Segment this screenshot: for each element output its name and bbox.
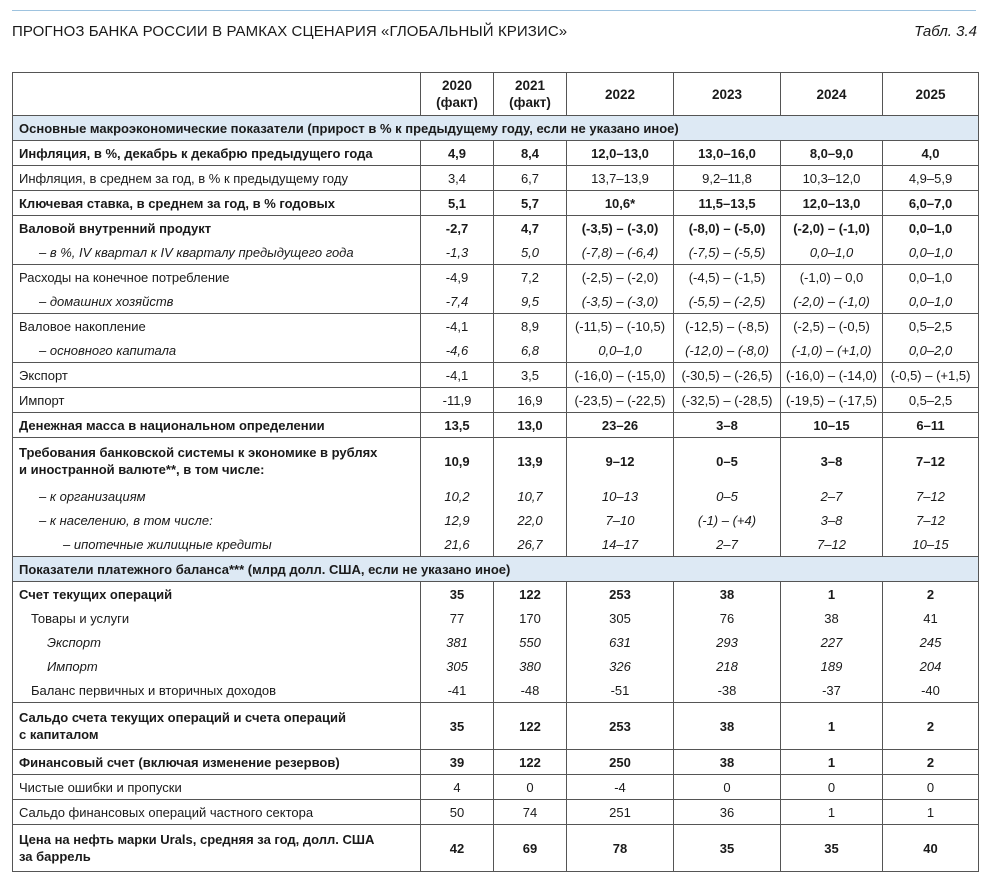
cell: 0,5–2,5: [883, 388, 979, 413]
cell: 74: [494, 800, 567, 825]
cell: 245: [883, 630, 979, 654]
row-label: Валовой внутренний продукт: [13, 216, 421, 241]
table-ref: Табл. 3.4: [914, 23, 977, 40]
cell: 5,7: [494, 191, 567, 216]
cell: (-11,5) – (-10,5): [567, 314, 674, 339]
row-label: Валовое накопление: [13, 314, 421, 339]
cell: 1: [781, 800, 883, 825]
col-header-2022: 2022: [567, 73, 674, 116]
cell: 1: [781, 582, 883, 607]
cell: 4,0: [883, 141, 979, 166]
cell: 6,0–7,0: [883, 191, 979, 216]
cell: -2,7: [421, 216, 494, 241]
cell: 250: [567, 750, 674, 775]
cell: (-0,5) – (+1,5): [883, 363, 979, 388]
cell: 1: [781, 750, 883, 775]
cell: -40: [883, 678, 979, 703]
cell: 42: [421, 825, 494, 872]
cell: 10,9: [421, 438, 494, 485]
cell: 38: [674, 750, 781, 775]
row-label: – основного капитала: [13, 338, 421, 363]
cell: 0,0–1,0: [883, 265, 979, 290]
table-row: [13, 800, 979, 825]
cell: 0,0–1,0: [883, 216, 979, 241]
cell: -37: [781, 678, 883, 703]
row-label: – к населению, в том числе:: [13, 508, 421, 532]
table-row: [13, 654, 979, 678]
table-row: [13, 413, 979, 438]
cell: (-2,5) – (-2,0): [567, 265, 674, 290]
cell: -51: [567, 678, 674, 703]
cell: (-2,0) – (-1,0): [781, 289, 883, 314]
row-label: Финансовый счет (включая изменение резервов): [13, 750, 421, 775]
row-label: Расходы на конечное потребление: [13, 265, 421, 290]
cell: 35: [781, 825, 883, 872]
cell: (-23,5) – (-22,5): [567, 388, 674, 413]
col-header-2023: 2023: [674, 73, 781, 116]
cell: 189: [781, 654, 883, 678]
cell: -7,4: [421, 289, 494, 314]
cell: 305: [567, 606, 674, 630]
cell: (-7,8) – (-6,4): [567, 240, 674, 265]
cell: 251: [567, 800, 674, 825]
cell: 8,9: [494, 314, 567, 339]
row-label: Экспорт: [13, 363, 421, 388]
cell: 12,0–13,0: [781, 191, 883, 216]
cell: -4,1: [421, 314, 494, 339]
col-header-2025: 2025: [883, 73, 979, 116]
cell: -48: [494, 678, 567, 703]
table-row: [13, 750, 979, 775]
cell: 8,4: [494, 141, 567, 166]
table-row: [13, 363, 979, 388]
cell: 11,5–13,5: [674, 191, 781, 216]
cell: 3,4: [421, 166, 494, 191]
cell: 78: [567, 825, 674, 872]
cell: 38: [674, 582, 781, 607]
cell: 550: [494, 630, 567, 654]
cell: (-1) – (+4): [674, 508, 781, 532]
cell: (-8,0) – (-5,0): [674, 216, 781, 241]
cell: 122: [494, 582, 567, 607]
row-label: – домашних хозяйств: [13, 289, 421, 314]
table-row: [13, 703, 979, 750]
cell: 6,7: [494, 166, 567, 191]
cell: 381: [421, 630, 494, 654]
cell: 0: [674, 775, 781, 800]
cell: -11,9: [421, 388, 494, 413]
section-title: Основные макроэкономические показатели (прирост в % к предыдущему году, если не указано иное): [13, 116, 979, 141]
cell: 3–8: [781, 438, 883, 485]
cell: 0: [494, 775, 567, 800]
table-row: [13, 582, 979, 607]
row-label: Сальдо финансовых операций частного сектора: [13, 800, 421, 825]
cell: 10–15: [781, 413, 883, 438]
cell: -41: [421, 678, 494, 703]
table-title: ПРОГНОЗ БАНКА РОССИИ В РАМКАХ СЦЕНАРИЯ «ГЛОБАЛЬНЫЙ КРИЗИС»: [12, 23, 568, 40]
cell: 4,9: [421, 141, 494, 166]
table-row: [13, 289, 979, 314]
table-row: [13, 438, 979, 485]
cell: 35: [674, 825, 781, 872]
cell: (-5,5) – (-2,5): [674, 289, 781, 314]
cell: 4,7: [494, 216, 567, 241]
cell: 631: [567, 630, 674, 654]
cell: 9,2–11,8: [674, 166, 781, 191]
cell: 50: [421, 800, 494, 825]
cell: 253: [567, 582, 674, 607]
cell: 0–5: [674, 438, 781, 485]
cell: 305: [421, 654, 494, 678]
row-label: Товары и услуги: [13, 606, 421, 630]
table-row: [13, 216, 979, 241]
cell: -1,3: [421, 240, 494, 265]
cell: 39: [421, 750, 494, 775]
table-row: [13, 825, 979, 872]
table-row: [13, 606, 979, 630]
cell: (-16,0) – (-15,0): [567, 363, 674, 388]
header-label-cell: [13, 73, 421, 116]
cell: (-19,5) – (-17,5): [781, 388, 883, 413]
cell: 0,5–2,5: [883, 314, 979, 339]
cell: 77: [421, 606, 494, 630]
cell: (-1,0) – 0,0: [781, 265, 883, 290]
cell: 35: [421, 582, 494, 607]
cell: 13,7–13,9: [567, 166, 674, 191]
cell: 14–17: [567, 532, 674, 557]
row-label: – в %, IV квартал к IV кварталу предыдущего года: [13, 240, 421, 265]
table-row: [13, 630, 979, 654]
cell: 10,6*: [567, 191, 674, 216]
cell: 253: [567, 703, 674, 750]
cell: 204: [883, 654, 979, 678]
cell: (-12,5) – (-8,5): [674, 314, 781, 339]
table-row: [13, 166, 979, 191]
cell: 7,2: [494, 265, 567, 290]
cell: (-7,5) – (-5,5): [674, 240, 781, 265]
table-row: [13, 240, 979, 265]
table-row: [13, 532, 979, 557]
cell: 41: [883, 606, 979, 630]
table-row: [13, 141, 979, 166]
cell: 122: [494, 703, 567, 750]
cell: 6–11: [883, 413, 979, 438]
cell: -38: [674, 678, 781, 703]
cell: 4,9–5,9: [883, 166, 979, 191]
cell: 69: [494, 825, 567, 872]
cell: 40: [883, 825, 979, 872]
cell: 38: [674, 703, 781, 750]
forecast-table: [12, 72, 979, 872]
cell: 21,6: [421, 532, 494, 557]
cell: (-32,5) – (-28,5): [674, 388, 781, 413]
cell: 2–7: [781, 484, 883, 508]
row-label: Ключевая ставка, в среднем за год, в % годовых: [13, 191, 421, 216]
cell: 0,0–1,0: [883, 289, 979, 314]
cell: 22,0: [494, 508, 567, 532]
cell: 227: [781, 630, 883, 654]
cell: 3–8: [674, 413, 781, 438]
cell: 0,0–1,0: [567, 338, 674, 363]
cell: 13,5: [421, 413, 494, 438]
row-label: Импорт: [13, 388, 421, 413]
table-row: [13, 678, 979, 703]
row-label: Импорт: [13, 654, 421, 678]
cell: -4: [567, 775, 674, 800]
section-macro: [13, 116, 979, 141]
cell: 10–13: [567, 484, 674, 508]
cell: 10,7: [494, 484, 567, 508]
cell: 326: [567, 654, 674, 678]
cell: 7–12: [781, 532, 883, 557]
row-label: Счет текущих операций: [13, 582, 421, 607]
cell: (-12,0) – (-8,0): [674, 338, 781, 363]
cell: 7–12: [883, 438, 979, 485]
cell: 170: [494, 606, 567, 630]
cell: 7–10: [567, 508, 674, 532]
col-header-2021: 2021 (факт): [494, 73, 567, 116]
cell: (-2,5) – (-0,5): [781, 314, 883, 339]
table-row: [13, 265, 979, 290]
section-balance-of-payments: [13, 557, 979, 582]
cell: (-1,0) – (+1,0): [781, 338, 883, 363]
cell: (-3,5) – (-3,0): [567, 216, 674, 241]
cell: 1: [781, 703, 883, 750]
cell: 0,0–1,0: [883, 240, 979, 265]
cell: 2: [883, 703, 979, 750]
cell: 10–15: [883, 532, 979, 557]
cell: 218: [674, 654, 781, 678]
cell: 122: [494, 750, 567, 775]
cell: 4: [421, 775, 494, 800]
cell: 36: [674, 800, 781, 825]
col-header-2024: 2024: [781, 73, 883, 116]
row-label: Чистые ошибки и пропуски: [13, 775, 421, 800]
cell: 76: [674, 606, 781, 630]
row-label: Денежная масса в национальном определении: [13, 413, 421, 438]
cell: 380: [494, 654, 567, 678]
cell: 10,2: [421, 484, 494, 508]
cell: 6,8: [494, 338, 567, 363]
row-label: – к организациям: [13, 484, 421, 508]
table-row: [13, 508, 979, 532]
row-label: Инфляция, в среднем за год, в % к предыдущему году: [13, 166, 421, 191]
top-rule: [12, 10, 976, 11]
header-row: [13, 73, 979, 116]
cell: 12,9: [421, 508, 494, 532]
cell: 293: [674, 630, 781, 654]
cell: 7–12: [883, 508, 979, 532]
cell: (-3,5) – (-3,0): [567, 289, 674, 314]
cell: 38: [781, 606, 883, 630]
cell: 13,0: [494, 413, 567, 438]
table-row: [13, 388, 979, 413]
cell: 0,0–2,0: [883, 338, 979, 363]
row-label: Экспорт: [13, 630, 421, 654]
cell: 5,0: [494, 240, 567, 265]
cell: 1: [883, 800, 979, 825]
cell: 2: [883, 750, 979, 775]
cell: 0: [781, 775, 883, 800]
cell: (-2,0) – (-1,0): [781, 216, 883, 241]
cell: 0–5: [674, 484, 781, 508]
cell: 13,9: [494, 438, 567, 485]
cell: 5,1: [421, 191, 494, 216]
cell: -4,1: [421, 363, 494, 388]
cell: 26,7: [494, 532, 567, 557]
table-row: [13, 338, 979, 363]
cell: 10,3–12,0: [781, 166, 883, 191]
cell: 35: [421, 703, 494, 750]
row-label: Баланс первичных и вторичных доходов: [13, 678, 421, 703]
cell: 16,9: [494, 388, 567, 413]
cell: -4,6: [421, 338, 494, 363]
table-row: [13, 314, 979, 339]
cell: (-30,5) – (-26,5): [674, 363, 781, 388]
cell: 13,0–16,0: [674, 141, 781, 166]
cell: 0,0–1,0: [781, 240, 883, 265]
col-header-2020: 2020 (факт): [421, 73, 494, 116]
table-row: [13, 484, 979, 508]
cell: 2: [883, 582, 979, 607]
row-label: Сальдо счета текущих операций и счета операций с капиталом: [13, 703, 421, 750]
row-label: – ипотечные жилищные кредиты: [13, 532, 421, 557]
cell: 23–26: [567, 413, 674, 438]
cell: 7–12: [883, 484, 979, 508]
section-title: Показатели платежного баланса*** (млрд долл. США, если не указано иное): [13, 557, 979, 582]
table-row: [13, 775, 979, 800]
table-row: [13, 191, 979, 216]
cell: (-16,0) – (-14,0): [781, 363, 883, 388]
cell: 2–7: [674, 532, 781, 557]
cell: (-4,5) – (-1,5): [674, 265, 781, 290]
row-label: Требования банковской системы к экономике в рублях и иностранной валюте**, в том числе:: [13, 438, 421, 485]
cell: 3,5: [494, 363, 567, 388]
cell: 9,5: [494, 289, 567, 314]
row-label: Цена на нефть марки Urals, средняя за год, долл. США за баррель: [13, 825, 421, 872]
cell: 0: [883, 775, 979, 800]
row-label: Инфляция, в %, декабрь к декабрю предыдущего года: [13, 141, 421, 166]
cell: 3–8: [781, 508, 883, 532]
cell: -4,9: [421, 265, 494, 290]
cell: 9–12: [567, 438, 674, 485]
cell: 8,0–9,0: [781, 141, 883, 166]
cell: 12,0–13,0: [567, 141, 674, 166]
